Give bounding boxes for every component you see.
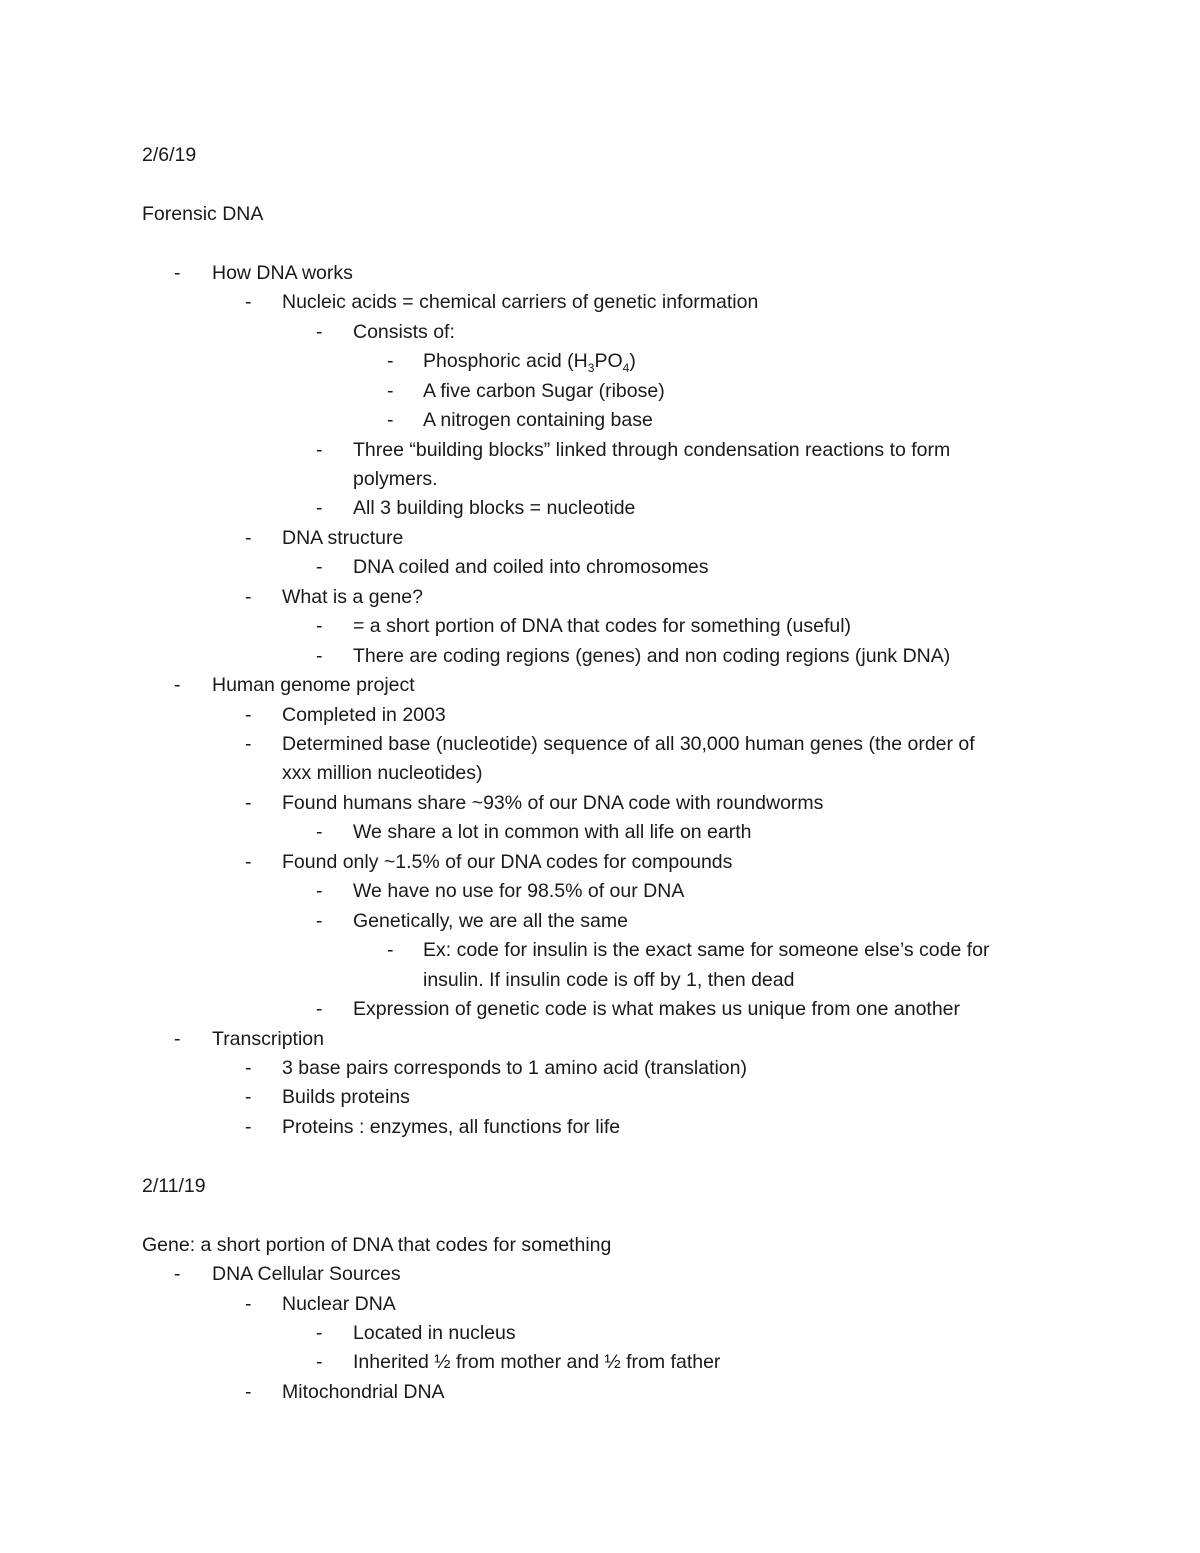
text-run: PO (594, 350, 623, 373)
list-item-text: All 3 building blocks = nucleotide (353, 497, 636, 520)
bullet-dash: - (316, 320, 323, 343)
paragraph-line: 2/11/19 (142, 1174, 206, 1197)
list-item-text: DNA coiled and coiled into chromosomes (353, 556, 709, 579)
bullet-dash: - (316, 615, 323, 638)
subscript: 4 (622, 361, 630, 376)
bullet-dash: - (245, 703, 252, 726)
bullet-dash: - (174, 1027, 181, 1050)
list-item-text: Builds proteins (282, 1086, 410, 1109)
list-item-text: Mitochondrial DNA (282, 1380, 445, 1403)
list-item-text: We have no use for 98.5% of our DNA (353, 880, 685, 903)
paragraph-line: 2/6/19 (142, 144, 197, 166)
list-item-text: Determined base (nucleotide) sequence of all 30,000 human genes (the order of (282, 733, 975, 755)
list-item-text: A five carbon Sugar (ribose) (423, 379, 665, 402)
list-item-text: Ex: code for insulin is the exact same for someone else’s code for (423, 939, 990, 962)
bullet-dash: - (316, 880, 323, 903)
list-item-text: What is a gene? (282, 585, 423, 608)
list-item-text: There are coding regions (genes) and non coding regions (junk DNA) (353, 644, 951, 667)
bullet-dash: - (316, 497, 323, 520)
paragraph-line: Forensic DNA (142, 202, 264, 225)
list-item-continuation: insulin. If insulin code is off by 1, then dead (423, 968, 795, 991)
bullet-dash: - (316, 438, 323, 461)
list-item-text (423, 349, 636, 376)
bullet-dash: - (316, 644, 323, 667)
bullet-dash: - (245, 791, 252, 814)
list-item-text: Nucleic acids = chemical carriers of genetic information (282, 291, 759, 314)
bullet-dash: - (245, 1056, 252, 1079)
bullet-dash: - (245, 1115, 252, 1138)
list-item-continuation: polymers. (353, 467, 438, 490)
list-item-text: 3 base pairs corresponds to 1 amino acid (translation) (282, 1056, 747, 1079)
list-item-text: Nuclear DNA (282, 1292, 396, 1315)
list-item-text: We share a lot in common with all life on earth (353, 821, 752, 844)
list-item-text: Found only ~1.5% of our DNA codes for compounds (282, 850, 733, 873)
bullet-dash: - (316, 821, 323, 844)
bullet-dash: - (245, 733, 252, 755)
bullet-dash: - (174, 674, 181, 697)
bullet-dash: - (387, 939, 394, 962)
list-item-text: Proteins : enzymes, all functions for life (282, 1115, 621, 1138)
list-item-text: A nitrogen containing base (423, 409, 653, 432)
subscript: 3 (587, 361, 595, 376)
bullet-dash: - (245, 585, 252, 608)
bullet-dash: - (245, 1292, 252, 1315)
list-item-text: Located in nucleus (353, 1322, 516, 1344)
bullet-dash: - (316, 1322, 323, 1344)
bullet-dash: - (245, 1086, 252, 1109)
paragraph-line: Gene: a short portion of DNA that codes for something (142, 1233, 612, 1256)
bullet-dash: - (316, 556, 323, 579)
list-item-text: Found humans share ~93% of our DNA code with roundworms (282, 791, 824, 814)
list-item-text: = a short portion of DNA that codes for something (useful) (353, 615, 852, 638)
bullet-dash: - (316, 1351, 323, 1374)
bullet-dash: - (387, 409, 394, 432)
list-item-text: Inherited ½ from mother and ½ from father (353, 1351, 721, 1374)
bullet-dash: - (245, 526, 252, 549)
list-item-text: Three “building blocks” linked through condensation reactions to form (353, 438, 951, 461)
list-item-text: How DNA works (212, 261, 353, 284)
list-item-text: Consists of: (353, 320, 455, 343)
bullet-dash: - (245, 850, 252, 873)
list-item-text: DNA Cellular Sources (212, 1263, 401, 1286)
text-run: Phosphoric acid (H (423, 350, 588, 373)
bullet-dash: - (245, 1380, 252, 1403)
bullet-dash: - (245, 291, 252, 314)
list-item-text: Completed in 2003 (282, 703, 446, 726)
bullet-dash: - (316, 998, 323, 1021)
bullet-dash: - (316, 909, 323, 932)
text-run: ) (629, 350, 636, 373)
list-item-text: Transcription (212, 1027, 324, 1050)
bullet-dash: - (174, 1263, 181, 1286)
list-item-text: Expression of genetic code is what makes us unique from one another (353, 998, 961, 1021)
list-item-text: Human genome project (212, 674, 415, 697)
bullet-dash: - (387, 350, 394, 373)
bullet-dash: - (174, 261, 181, 284)
bullet-dash: - (387, 379, 394, 402)
list-item-continuation: xxx million nucleotides) (282, 762, 483, 785)
list-item-text: DNA structure (282, 526, 404, 549)
list-item-text: Genetically, we are all the same (353, 909, 628, 932)
